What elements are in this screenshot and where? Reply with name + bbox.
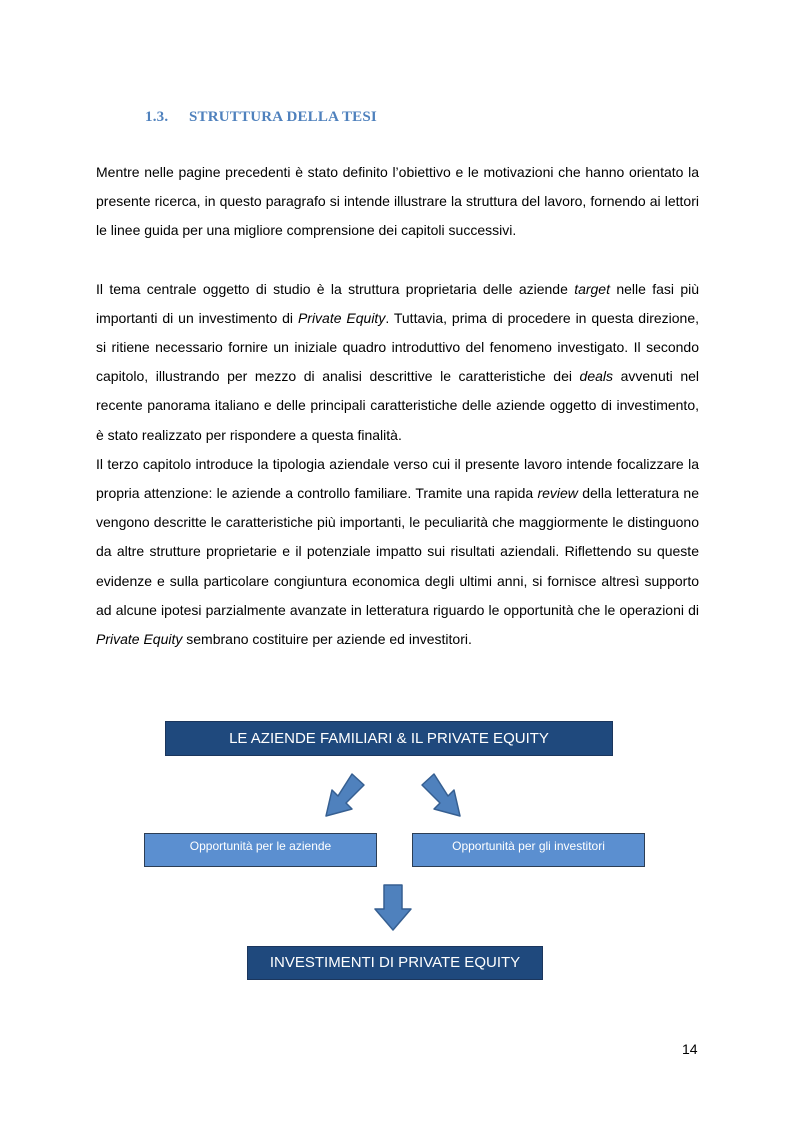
- body-text: [96, 158, 699, 654]
- diagram-left-box: Opportunità per le aziende: [144, 833, 377, 867]
- arrow-down-left-icon: [322, 770, 368, 820]
- section-number: 1.3.: [145, 109, 169, 125]
- page-number: 14: [682, 1041, 698, 1057]
- diagram-top-box: LE AZIENDE FAMILIARI & IL PRIVATE EQUITY: [165, 721, 613, 756]
- arrow-down-icon: [372, 883, 414, 933]
- section-title: STRUTTURA DELLA TESI: [189, 109, 377, 125]
- paragraph-2: Il tema centrale oggetto di studio è la struttura proprietaria delle aziende target nelle fasi più importanti di un investimento di Private Equity. Tuttavia, prima di procedere in questa direzione, si ritiene necessario fornire un iniziale quadro introduttivo del fenomeno investigato. Il secondo capitolo, illustrando per mezzo di analisi descrittive le caratteristiche dei deals avvenuti nel recente panorama italiano e delle principali caratteristiche delle aziende oggetto di investimento, è stato realizzato per rispondere a questa finalità.: [96, 280, 700, 443]
- diagram-right-box: Opportunità per gli investitori: [412, 833, 645, 867]
- arrow-down-right-icon: [418, 770, 464, 820]
- section-heading: [145, 109, 377, 126]
- diagram-bottom-box: INVESTIMENTI DI PRIVATE EQUITY: [247, 946, 543, 980]
- paragraph-3: Il terzo capitolo introduce la tipologia aziendale verso cui il presente lavoro intende focalizzare la propria attenzione: le aziende a controllo familiare. Tramite una rapida review della letteratura ne vengono descritte le caratteristiche più importanti, le peculiarità che maggiormente le distinguono da altre strutture proprietarie e il potenziale impatto sui risultati aziendali. Riflettendo su queste evidenze e sulla particolare congiuntura economica degli ultimi anni, si fornisce altresì supporto ad alcune ipotesi parzialmente avanzate in letteratura riguardo le opportunità che le operazioni di Private Equity sembrano costituire per aziende ed investitori.: [96, 455, 700, 648]
- paragraph-1: Mentre nelle pagine precedenti è stato definito l’obiettivo e le motivazioni che hanno orientato la presente ricerca, in questo paragrafo si intende illustrare la struttura del lavoro, fornendo ai lettori le linee guida per una migliore comprensione dei capitoli successivi.: [96, 164, 699, 239]
